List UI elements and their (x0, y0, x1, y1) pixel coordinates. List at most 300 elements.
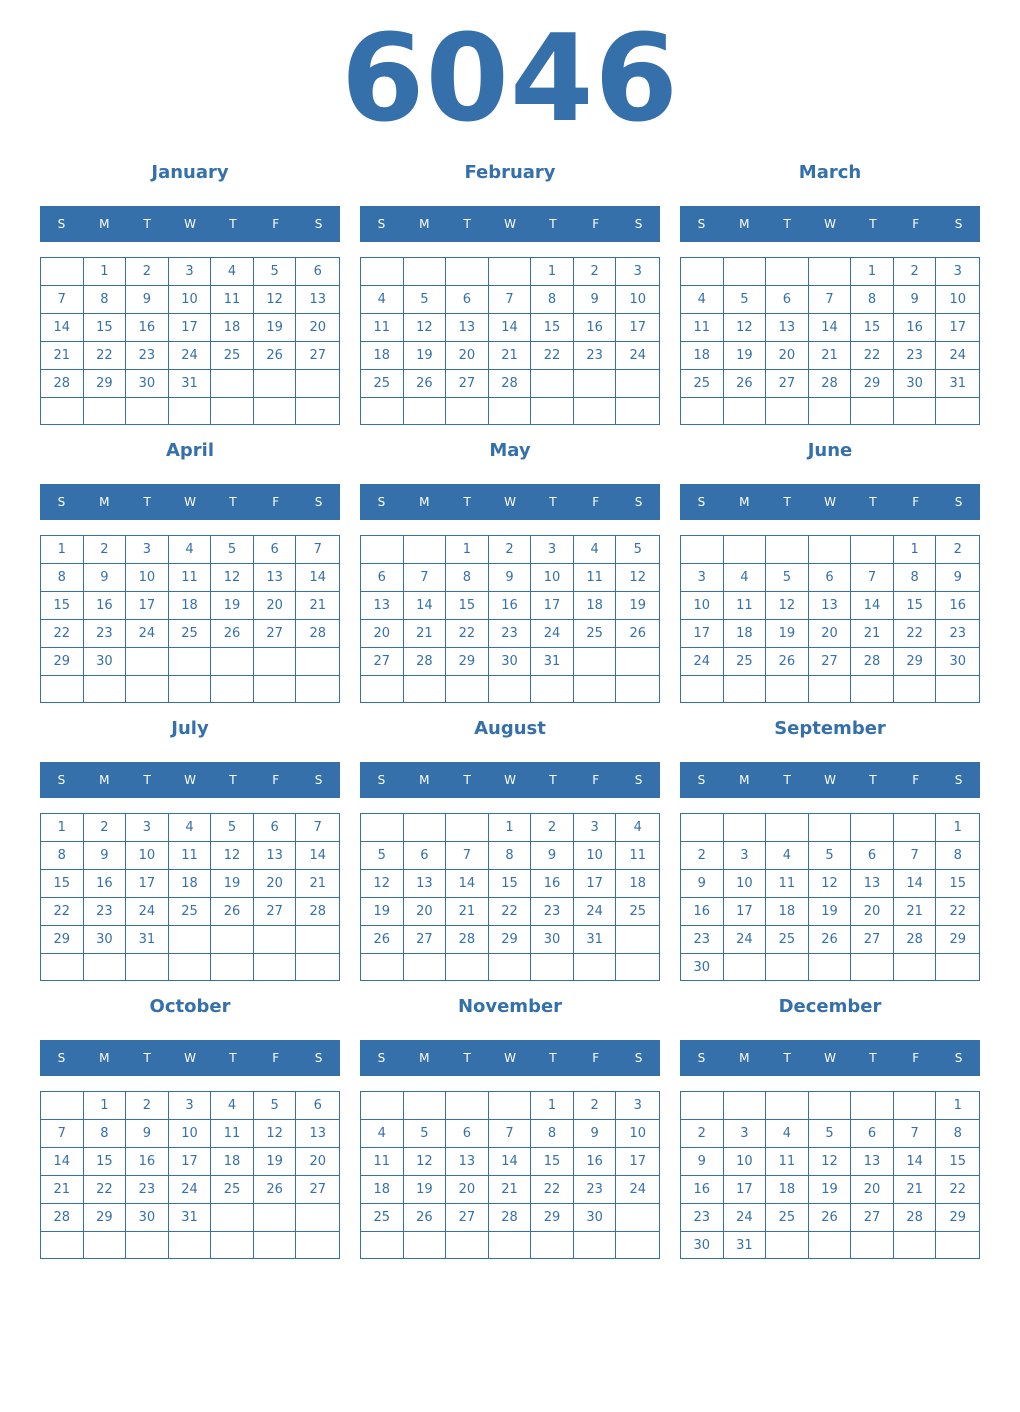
day-cell: 5 (361, 842, 404, 870)
day-cell: 3 (681, 564, 724, 592)
empty-day-cell (766, 536, 809, 564)
weekday-label: M (739, 773, 750, 787)
empty-day-cell (851, 536, 894, 564)
day-cell: 15 (41, 870, 84, 898)
day-cell: 26 (211, 620, 254, 648)
weekday-header (40, 762, 340, 798)
day-cell: 9 (126, 1120, 169, 1148)
empty-day-cell (84, 954, 127, 980)
weekday-label: T (463, 773, 471, 787)
empty-day-cell (361, 258, 404, 286)
day-cell: 18 (361, 342, 404, 370)
weekday-label: S (697, 495, 706, 509)
weekday-label: S (377, 773, 386, 787)
weekday-label: S (314, 217, 323, 231)
empty-day-cell (169, 1232, 212, 1258)
day-cell: 1 (41, 814, 84, 842)
empty-day-cell (126, 398, 169, 424)
day-cell: 30 (126, 1204, 169, 1232)
day-cell: 19 (211, 870, 254, 898)
day-grid (360, 257, 660, 425)
day-cell: 20 (361, 620, 404, 648)
day-cell: 27 (446, 370, 489, 398)
day-cell: 16 (489, 592, 532, 620)
day-cell: 9 (936, 564, 979, 592)
day-cell: 10 (126, 842, 169, 870)
empty-day-cell (211, 1232, 254, 1258)
day-cell: 16 (681, 1176, 724, 1204)
day-cell: 21 (894, 1176, 937, 1204)
day-cell: 17 (616, 314, 659, 342)
day-cell: 19 (809, 1176, 852, 1204)
day-cell: 18 (574, 592, 617, 620)
weekday-label: S (634, 1051, 643, 1065)
day-cell: 12 (404, 1148, 447, 1176)
day-cell: 23 (489, 620, 532, 648)
day-cell: 17 (531, 592, 574, 620)
day-cell: 25 (681, 370, 724, 398)
day-cell: 27 (446, 1204, 489, 1232)
day-cell: 23 (574, 1176, 617, 1204)
day-cell: 14 (851, 592, 894, 620)
weekday-label: S (697, 217, 706, 231)
empty-day-cell (851, 814, 894, 842)
day-cell: 20 (404, 898, 447, 926)
day-cell: 27 (809, 648, 852, 676)
day-cell: 2 (894, 258, 937, 286)
day-cell: 5 (766, 564, 809, 592)
empty-day-cell (446, 676, 489, 702)
day-cell: 20 (766, 342, 809, 370)
day-cell: 27 (254, 898, 297, 926)
day-cell: 6 (361, 564, 404, 592)
day-cell: 29 (936, 1204, 979, 1232)
day-cell: 4 (766, 1120, 809, 1148)
day-cell: 24 (126, 898, 169, 926)
empty-day-cell (724, 1092, 767, 1120)
weekday-label: W (504, 773, 516, 787)
weekday-label: M (739, 217, 750, 231)
weekday-label: T (549, 217, 557, 231)
weekday-label: T (463, 217, 471, 231)
weekday-label: S (314, 773, 323, 787)
weekday-label: T (549, 495, 557, 509)
weekday-label: S (377, 1051, 386, 1065)
day-cell: 13 (254, 564, 297, 592)
empty-day-cell (851, 398, 894, 424)
day-cell: 9 (574, 1120, 617, 1148)
weekday-label: T (143, 1051, 151, 1065)
day-cell: 1 (936, 1092, 979, 1120)
day-cell: 13 (851, 1148, 894, 1176)
day-cell: 19 (211, 592, 254, 620)
day-cell: 6 (296, 1092, 339, 1120)
weekday-label: T (229, 495, 237, 509)
empty-day-cell (296, 370, 339, 398)
day-cell: 26 (404, 370, 447, 398)
weekday-label: T (229, 1051, 237, 1065)
weekday-label: F (592, 1051, 600, 1065)
empty-day-cell (169, 398, 212, 424)
day-cell: 10 (169, 286, 212, 314)
empty-day-cell (296, 926, 339, 954)
day-cell: 25 (169, 898, 212, 926)
day-cell: 22 (936, 898, 979, 926)
day-cell: 16 (574, 314, 617, 342)
weekday-header (680, 1040, 980, 1076)
day-cell: 3 (724, 842, 767, 870)
empty-day-cell (126, 1232, 169, 1258)
day-cell: 24 (936, 342, 979, 370)
empty-day-cell (446, 1092, 489, 1120)
day-cell: 20 (851, 1176, 894, 1204)
weekday-label: M (419, 773, 430, 787)
weekday-label: W (824, 1051, 836, 1065)
weekday-label: M (99, 1051, 110, 1065)
day-cell: 13 (361, 592, 404, 620)
day-cell: 3 (936, 258, 979, 286)
day-cell: 29 (84, 370, 127, 398)
weekday-label: S (634, 773, 643, 787)
day-cell: 1 (84, 258, 127, 286)
weekday-label: S (634, 217, 643, 231)
day-cell: 5 (809, 842, 852, 870)
day-cell: 23 (126, 342, 169, 370)
empty-day-cell (851, 954, 894, 981)
month-name: April (165, 440, 215, 461)
day-cell: 3 (126, 814, 169, 842)
day-cell: 4 (616, 814, 659, 842)
weekday-label: T (143, 217, 151, 231)
day-cell: 30 (84, 648, 127, 676)
day-cell: 15 (84, 314, 127, 342)
day-cell: 6 (851, 1120, 894, 1148)
day-cell: 7 (296, 536, 339, 564)
day-cell: 17 (126, 870, 169, 898)
day-cell: 11 (766, 1148, 809, 1176)
empty-day-cell (616, 926, 659, 954)
month-name: March (798, 162, 862, 183)
day-cell: 16 (936, 592, 979, 620)
weekday-label: F (912, 1051, 920, 1065)
day-cell: 31 (169, 370, 212, 398)
day-cell: 14 (809, 314, 852, 342)
weekday-header (680, 206, 980, 242)
day-cell: 24 (169, 1176, 212, 1204)
day-cell: 26 (404, 1204, 447, 1232)
day-cell: 8 (531, 286, 574, 314)
empty-day-cell (616, 1232, 659, 1258)
day-grid (680, 813, 980, 981)
empty-day-cell (681, 258, 724, 286)
day-cell: 12 (809, 1148, 852, 1176)
day-cell: 11 (724, 592, 767, 620)
day-cell: 17 (574, 870, 617, 898)
day-cell: 30 (531, 926, 574, 954)
weekday-label: S (954, 217, 963, 231)
day-cell: 2 (681, 1120, 724, 1148)
day-cell: 25 (574, 620, 617, 648)
day-grid (40, 257, 340, 425)
day-cell: 15 (531, 314, 574, 342)
empty-day-cell (404, 398, 447, 424)
month-name: August (474, 718, 546, 739)
day-cell: 7 (894, 1120, 937, 1148)
day-cell: 11 (616, 842, 659, 870)
weekday-label: S (697, 773, 706, 787)
day-cell: 2 (936, 536, 979, 564)
day-cell: 11 (361, 314, 404, 342)
day-cell: 17 (681, 620, 724, 648)
empty-day-cell (894, 398, 937, 424)
day-cell: 28 (296, 898, 339, 926)
empty-day-cell (84, 1232, 127, 1258)
weekday-label: M (99, 495, 110, 509)
empty-day-cell (296, 1232, 339, 1258)
day-cell: 11 (211, 1120, 254, 1148)
weekday-label: F (592, 495, 600, 509)
day-cell: 8 (489, 842, 532, 870)
weekday-header (680, 484, 980, 520)
day-cell: 28 (404, 648, 447, 676)
day-cell: 8 (41, 842, 84, 870)
day-cell: 2 (681, 842, 724, 870)
day-cell: 3 (724, 1120, 767, 1148)
day-cell: 14 (894, 1148, 937, 1176)
empty-day-cell (616, 1204, 659, 1232)
weekday-header (360, 484, 660, 520)
month-name: June (807, 440, 853, 461)
weekday-label: M (99, 773, 110, 787)
weekday-label: M (419, 1051, 430, 1065)
day-cell: 29 (84, 1204, 127, 1232)
day-cell: 20 (296, 314, 339, 342)
day-cell: 12 (724, 314, 767, 342)
day-cell: 14 (894, 870, 937, 898)
day-cell: 20 (296, 1148, 339, 1176)
day-cell: 16 (126, 1148, 169, 1176)
day-cell: 9 (894, 286, 937, 314)
day-cell: 13 (446, 314, 489, 342)
day-cell: 10 (724, 870, 767, 898)
day-cell: 16 (894, 314, 937, 342)
day-cell: 6 (851, 842, 894, 870)
day-cell: 8 (446, 564, 489, 592)
day-cell: 11 (211, 286, 254, 314)
weekday-label: T (549, 1051, 557, 1065)
day-cell: 28 (489, 1204, 532, 1232)
empty-day-cell (681, 536, 724, 564)
empty-day-cell (809, 536, 852, 564)
empty-day-cell (211, 926, 254, 954)
empty-day-cell (574, 370, 617, 398)
empty-day-cell (766, 814, 809, 842)
weekday-header (680, 762, 980, 798)
day-cell: 8 (894, 564, 937, 592)
empty-day-cell (361, 676, 404, 702)
month-name: January (151, 162, 229, 183)
empty-day-cell (254, 1232, 297, 1258)
day-cell: 4 (169, 814, 212, 842)
empty-day-cell (574, 398, 617, 424)
day-cell: 22 (41, 898, 84, 926)
day-cell: 13 (254, 842, 297, 870)
day-cell: 29 (894, 648, 937, 676)
day-cell: 7 (809, 286, 852, 314)
empty-day-cell (809, 1092, 852, 1120)
empty-day-cell (681, 1092, 724, 1120)
day-cell: 23 (681, 926, 724, 954)
day-cell: 26 (766, 648, 809, 676)
empty-day-cell (404, 1232, 447, 1258)
day-cell: 7 (851, 564, 894, 592)
empty-day-cell (809, 258, 852, 286)
weekday-label: S (377, 495, 386, 509)
empty-day-cell (254, 926, 297, 954)
day-cell: 22 (84, 1176, 127, 1204)
day-cell: 14 (489, 1148, 532, 1176)
empty-day-cell (851, 1232, 894, 1259)
day-cell: 24 (126, 620, 169, 648)
empty-day-cell (361, 1092, 404, 1120)
day-cell: 1 (894, 536, 937, 564)
day-cell: 23 (936, 620, 979, 648)
weekday-label: S (57, 495, 66, 509)
empty-day-cell (211, 398, 254, 424)
weekday-header (360, 762, 660, 798)
weekday-label: T (869, 1051, 877, 1065)
day-grid (680, 1091, 980, 1259)
day-grid (680, 257, 980, 425)
day-cell: 18 (724, 620, 767, 648)
day-cell: 19 (616, 592, 659, 620)
day-cell: 23 (84, 620, 127, 648)
day-cell: 4 (574, 536, 617, 564)
day-cell: 7 (894, 842, 937, 870)
empty-day-cell (254, 1204, 297, 1232)
empty-day-cell (41, 1232, 84, 1258)
day-cell: 7 (489, 286, 532, 314)
day-cell: 10 (574, 842, 617, 870)
empty-day-cell (489, 1092, 532, 1120)
day-cell: 26 (809, 926, 852, 954)
weekday-label: W (184, 773, 196, 787)
day-cell: 10 (616, 1120, 659, 1148)
day-cell: 5 (724, 286, 767, 314)
day-cell: 9 (489, 564, 532, 592)
day-cell: 5 (809, 1120, 852, 1148)
day-cell: 12 (766, 592, 809, 620)
empty-day-cell (404, 1092, 447, 1120)
weekday-label: W (824, 217, 836, 231)
day-cell: 20 (446, 342, 489, 370)
day-cell: 8 (84, 286, 127, 314)
weekday-label: T (869, 217, 877, 231)
weekday-label: T (869, 495, 877, 509)
day-cell: 19 (361, 898, 404, 926)
empty-day-cell (254, 648, 297, 676)
weekday-label: T (783, 773, 791, 787)
weekday-label: S (377, 217, 386, 231)
day-cell: 7 (41, 286, 84, 314)
empty-day-cell (169, 926, 212, 954)
day-cell: 15 (936, 870, 979, 898)
weekday-label: T (783, 217, 791, 231)
empty-day-cell (489, 676, 532, 702)
empty-day-cell (361, 536, 404, 564)
day-cell: 13 (766, 314, 809, 342)
weekday-label: W (504, 217, 516, 231)
day-cell: 9 (531, 842, 574, 870)
day-cell: 28 (894, 926, 937, 954)
empty-day-cell (211, 1204, 254, 1232)
day-cell: 26 (361, 926, 404, 954)
day-cell: 13 (446, 1148, 489, 1176)
day-cell: 6 (254, 536, 297, 564)
day-cell: 28 (894, 1204, 937, 1232)
weekday-label: F (592, 217, 600, 231)
day-cell: 21 (809, 342, 852, 370)
day-cell: 2 (84, 536, 127, 564)
day-cell: 15 (936, 1148, 979, 1176)
day-cell: 14 (296, 564, 339, 592)
day-cell: 5 (211, 536, 254, 564)
day-cell: 3 (126, 536, 169, 564)
day-cell: 31 (574, 926, 617, 954)
day-cell: 27 (296, 342, 339, 370)
empty-day-cell (296, 954, 339, 980)
day-cell: 10 (126, 564, 169, 592)
empty-day-cell (809, 676, 852, 702)
day-cell: 1 (446, 536, 489, 564)
day-cell: 15 (489, 870, 532, 898)
day-cell: 7 (296, 814, 339, 842)
weekday-label: M (739, 1051, 750, 1065)
day-cell: 8 (84, 1120, 127, 1148)
month-name: May (489, 440, 531, 461)
day-cell: 26 (254, 1176, 297, 1204)
empty-day-cell (616, 676, 659, 702)
day-cell: 25 (616, 898, 659, 926)
day-cell: 16 (574, 1148, 617, 1176)
day-cell: 7 (489, 1120, 532, 1148)
empty-day-cell (404, 536, 447, 564)
empty-day-cell (404, 258, 447, 286)
day-cell: 10 (616, 286, 659, 314)
empty-day-cell (851, 676, 894, 702)
day-cell: 6 (254, 814, 297, 842)
day-cell: 24 (724, 926, 767, 954)
weekday-label: F (272, 217, 280, 231)
weekday-label: M (739, 495, 750, 509)
empty-day-cell (724, 954, 767, 981)
empty-day-cell (489, 258, 532, 286)
day-grid (360, 813, 660, 981)
day-cell: 4 (361, 286, 404, 314)
weekday-label: F (912, 217, 920, 231)
day-cell: 30 (936, 648, 979, 676)
day-cell: 27 (296, 1176, 339, 1204)
day-cell: 21 (851, 620, 894, 648)
day-cell: 2 (126, 1092, 169, 1120)
weekday-label: T (229, 217, 237, 231)
day-cell: 8 (41, 564, 84, 592)
day-cell: 7 (404, 564, 447, 592)
empty-day-cell (681, 676, 724, 702)
day-cell: 26 (211, 898, 254, 926)
empty-day-cell (766, 398, 809, 424)
day-cell: 20 (254, 870, 297, 898)
